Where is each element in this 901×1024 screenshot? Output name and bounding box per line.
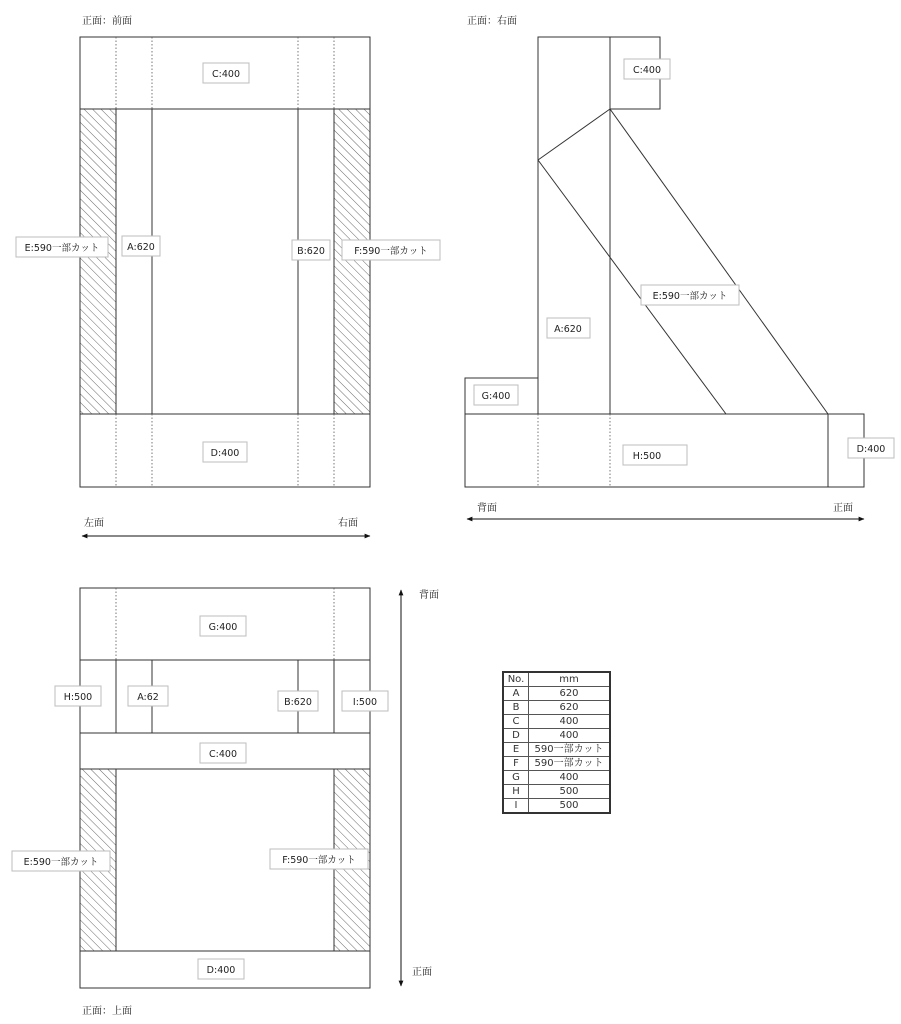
spec-size: 590一部カット (529, 757, 611, 771)
spec-size: 400 (529, 715, 611, 729)
top-h-label: H:500 (63, 692, 93, 703)
spec-part: C (503, 715, 529, 729)
side-c-label: C:400 (633, 65, 661, 76)
top-arrow-top-label: 背面 (419, 590, 439, 601)
table-row (503, 757, 610, 771)
side-g-label: G:400 (481, 391, 511, 402)
spec-size: 620 (529, 701, 611, 715)
front-f-hatch (334, 109, 370, 414)
table-row (503, 799, 610, 814)
top-c-label: C:400 (209, 749, 237, 760)
front-d-label: D:400 (210, 448, 240, 459)
side-a-column (538, 37, 610, 414)
top-arrow-bottom-label: 正面 (412, 967, 432, 978)
spec-part: E (503, 743, 529, 757)
front-view (16, 14, 440, 536)
side-e-top (538, 109, 610, 160)
side-e-label: E:590一部カット (652, 291, 728, 302)
side-e-upper (610, 109, 828, 414)
table-row (503, 771, 610, 785)
spec-part: D (503, 729, 529, 743)
top-e-label: E:590一部カット (23, 857, 99, 868)
front-a-label: A:620 (127, 242, 155, 253)
spec-size: 500 (529, 799, 611, 814)
front-view-title: 正面：前面 (82, 16, 132, 27)
top-outline (80, 588, 370, 988)
spec-size: 620 (529, 687, 611, 701)
table-row (503, 715, 610, 729)
top-view (12, 588, 439, 1017)
spec-size: 400 (529, 729, 611, 743)
top-view-title: 正面：上面 (82, 1006, 132, 1017)
spec-size: 590一部カット (529, 743, 611, 757)
spec-size: 500 (529, 785, 611, 799)
spec-part: F (503, 757, 529, 771)
spec-header-no: No. (503, 672, 529, 687)
side-arrow-left-label: 背面 (477, 503, 497, 514)
front-arrow-right-label: 右面 (338, 518, 358, 529)
table-row (503, 729, 610, 743)
side-a-label: A:620 (554, 324, 582, 335)
front-e-label: E:590一部カット (24, 243, 100, 254)
top-b-label: B:620 (284, 697, 312, 708)
table-row (503, 687, 610, 701)
spec-table (502, 671, 611, 814)
side-arrow-right-label: 正面 (833, 503, 853, 514)
front-b-label: B:620 (297, 246, 325, 257)
side-view-title: 正面：右面 (467, 16, 517, 27)
front-e-hatch (80, 109, 116, 414)
table-row (503, 701, 610, 715)
side-view (465, 15, 894, 519)
front-outline (80, 37, 370, 487)
front-arrow-left-label: 左面 (84, 518, 104, 529)
spec-header-row (503, 672, 610, 687)
spec-part: H (503, 785, 529, 799)
side-h-label: H:500 (632, 451, 662, 462)
table-row (503, 785, 610, 799)
spec-part: B (503, 701, 529, 715)
top-f-label: F:590一部カット (282, 855, 356, 866)
spec-part: A (503, 687, 529, 701)
spec-part: I (503, 799, 529, 814)
top-g-label: G:400 (208, 622, 238, 633)
top-d-label: D:400 (206, 965, 236, 976)
spec-header-mm: mm (529, 672, 611, 687)
top-i-label: I:500 (352, 697, 378, 708)
front-c-label: C:400 (212, 69, 240, 80)
front-f-label: F:590一部カット (354, 246, 428, 257)
table-row (503, 743, 610, 757)
spec-size: 400 (529, 771, 611, 785)
side-d-label: D:400 (856, 444, 886, 455)
spec-part: G (503, 771, 529, 785)
top-a-label: A:62 (137, 692, 159, 703)
